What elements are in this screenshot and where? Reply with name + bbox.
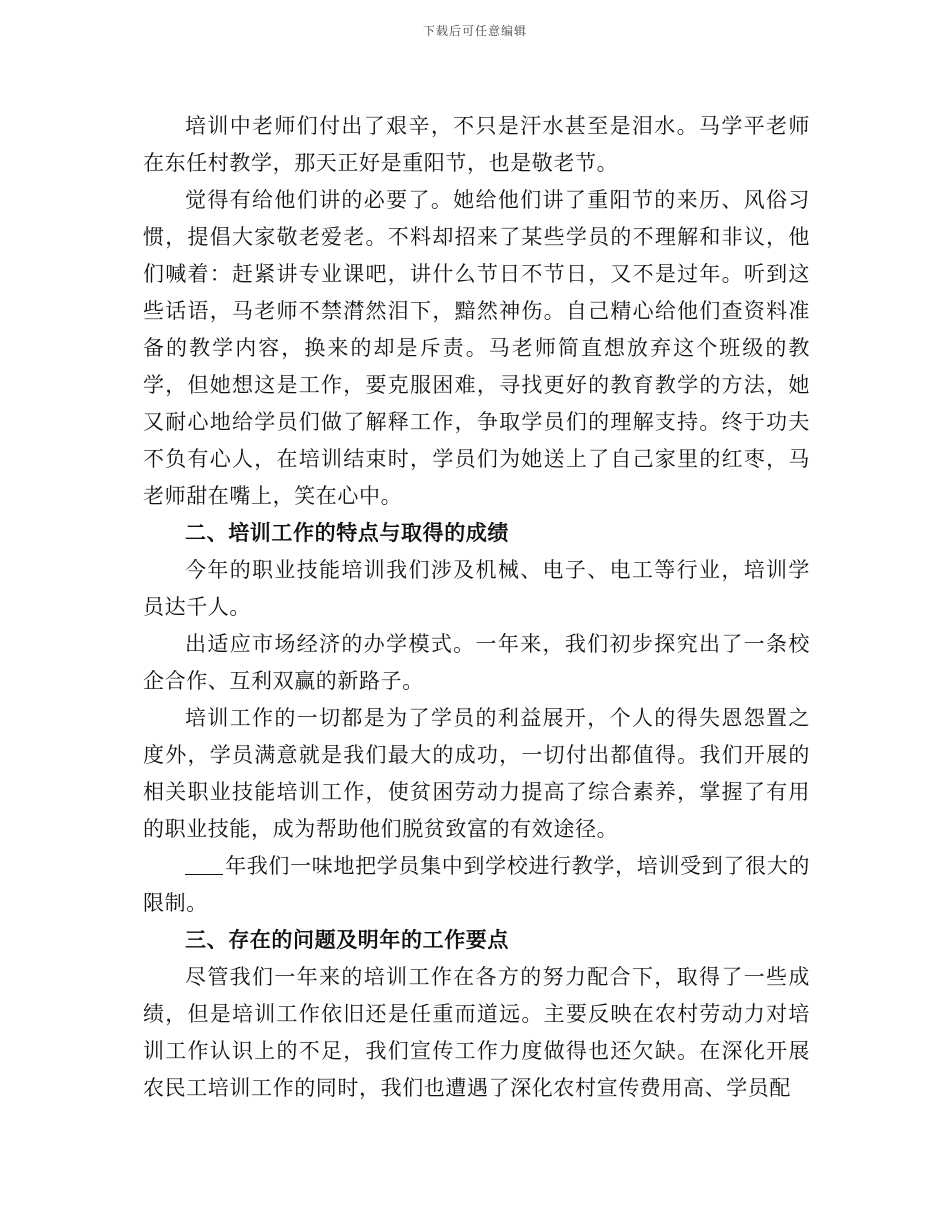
paragraph-3: 今年的职业技能培训我们涉及机械、电子、电工等行业，培训学员达千人。 <box>143 558 810 619</box>
section-heading-2: 二、培训工作的特点与取得的成绩 <box>185 521 509 545</box>
fill-in-blank <box>185 854 223 875</box>
paragraph-1: 培训中老师们付出了艰辛，不只是汗水甚至是泪水。马学平老师在东任村教学，那天正好是重阳节，也是敬老节。 <box>143 114 810 175</box>
paragraph-4: 出适应市场经济的办学模式。一年来，我们初步探究出了一条校企合作、互利双赢的新路子。 <box>143 632 810 693</box>
page-header: 下载后可任意编辑 <box>422 24 527 38</box>
paragraph-7: 尽管我们一年来的培训工作在各方的努力配合下，取得了一些成绩，但是培训工作依旧还是任重而道远。主要反映在农村劳动力对培训工作认识上的不足，我们宣传工作力度做得也还欠缺。在深化开展农民工培训工作的同时，我们也遭遇了深化农村宣传费用高、学员配 <box>143 965 810 1100</box>
paragraph-5: 培训工作的一切都是为了学员的利益展开，个人的得失恩怨置之度外，学员满意就是我们最大的成功，一切付出都值得。我们开展的相关职业技能培训工作，使贫困劳动力提高了综合素养，掌握了有用的职业技能，成为帮助他们脱贫致富的有效途径。 <box>143 706 810 841</box>
paragraph-6 <box>143 848 810 922</box>
section-heading-3: 三、存在的问题及明年的工作要点 <box>185 928 509 952</box>
document-body <box>143 108 810 1107</box>
paragraph-6-text: 年我们一味地把学员集中到学校进行教学，培训受到了很大的限制。 <box>143 854 810 915</box>
paragraph-2: 觉得有给他们讲的必要了。她给他们讲了重阳节的来历、风俗习惯，提倡大家敬老爱老。不料却招来了某些学员的不理解和非议，他们喊着：赶紧讲专业课吧，讲什么节日不节日，又不是过年。听到这些话语，马老师不禁潸然泪下，黯然神伤。自己精心给他们查资料准备的教学内容，换来的却是斥责。马老师简直想放弃这个班级的教学，但她想这是工作，要克服困难，寻找更好的教育教学的方法，她又耐心地给学员们做了解释工作，争取学员们的理解支持。终于功夫不负有心人，在培训结束时，学员们为她送上了自己家里的红枣，马老师甜在嘴上，笑在心中。 <box>143 188 810 508</box>
